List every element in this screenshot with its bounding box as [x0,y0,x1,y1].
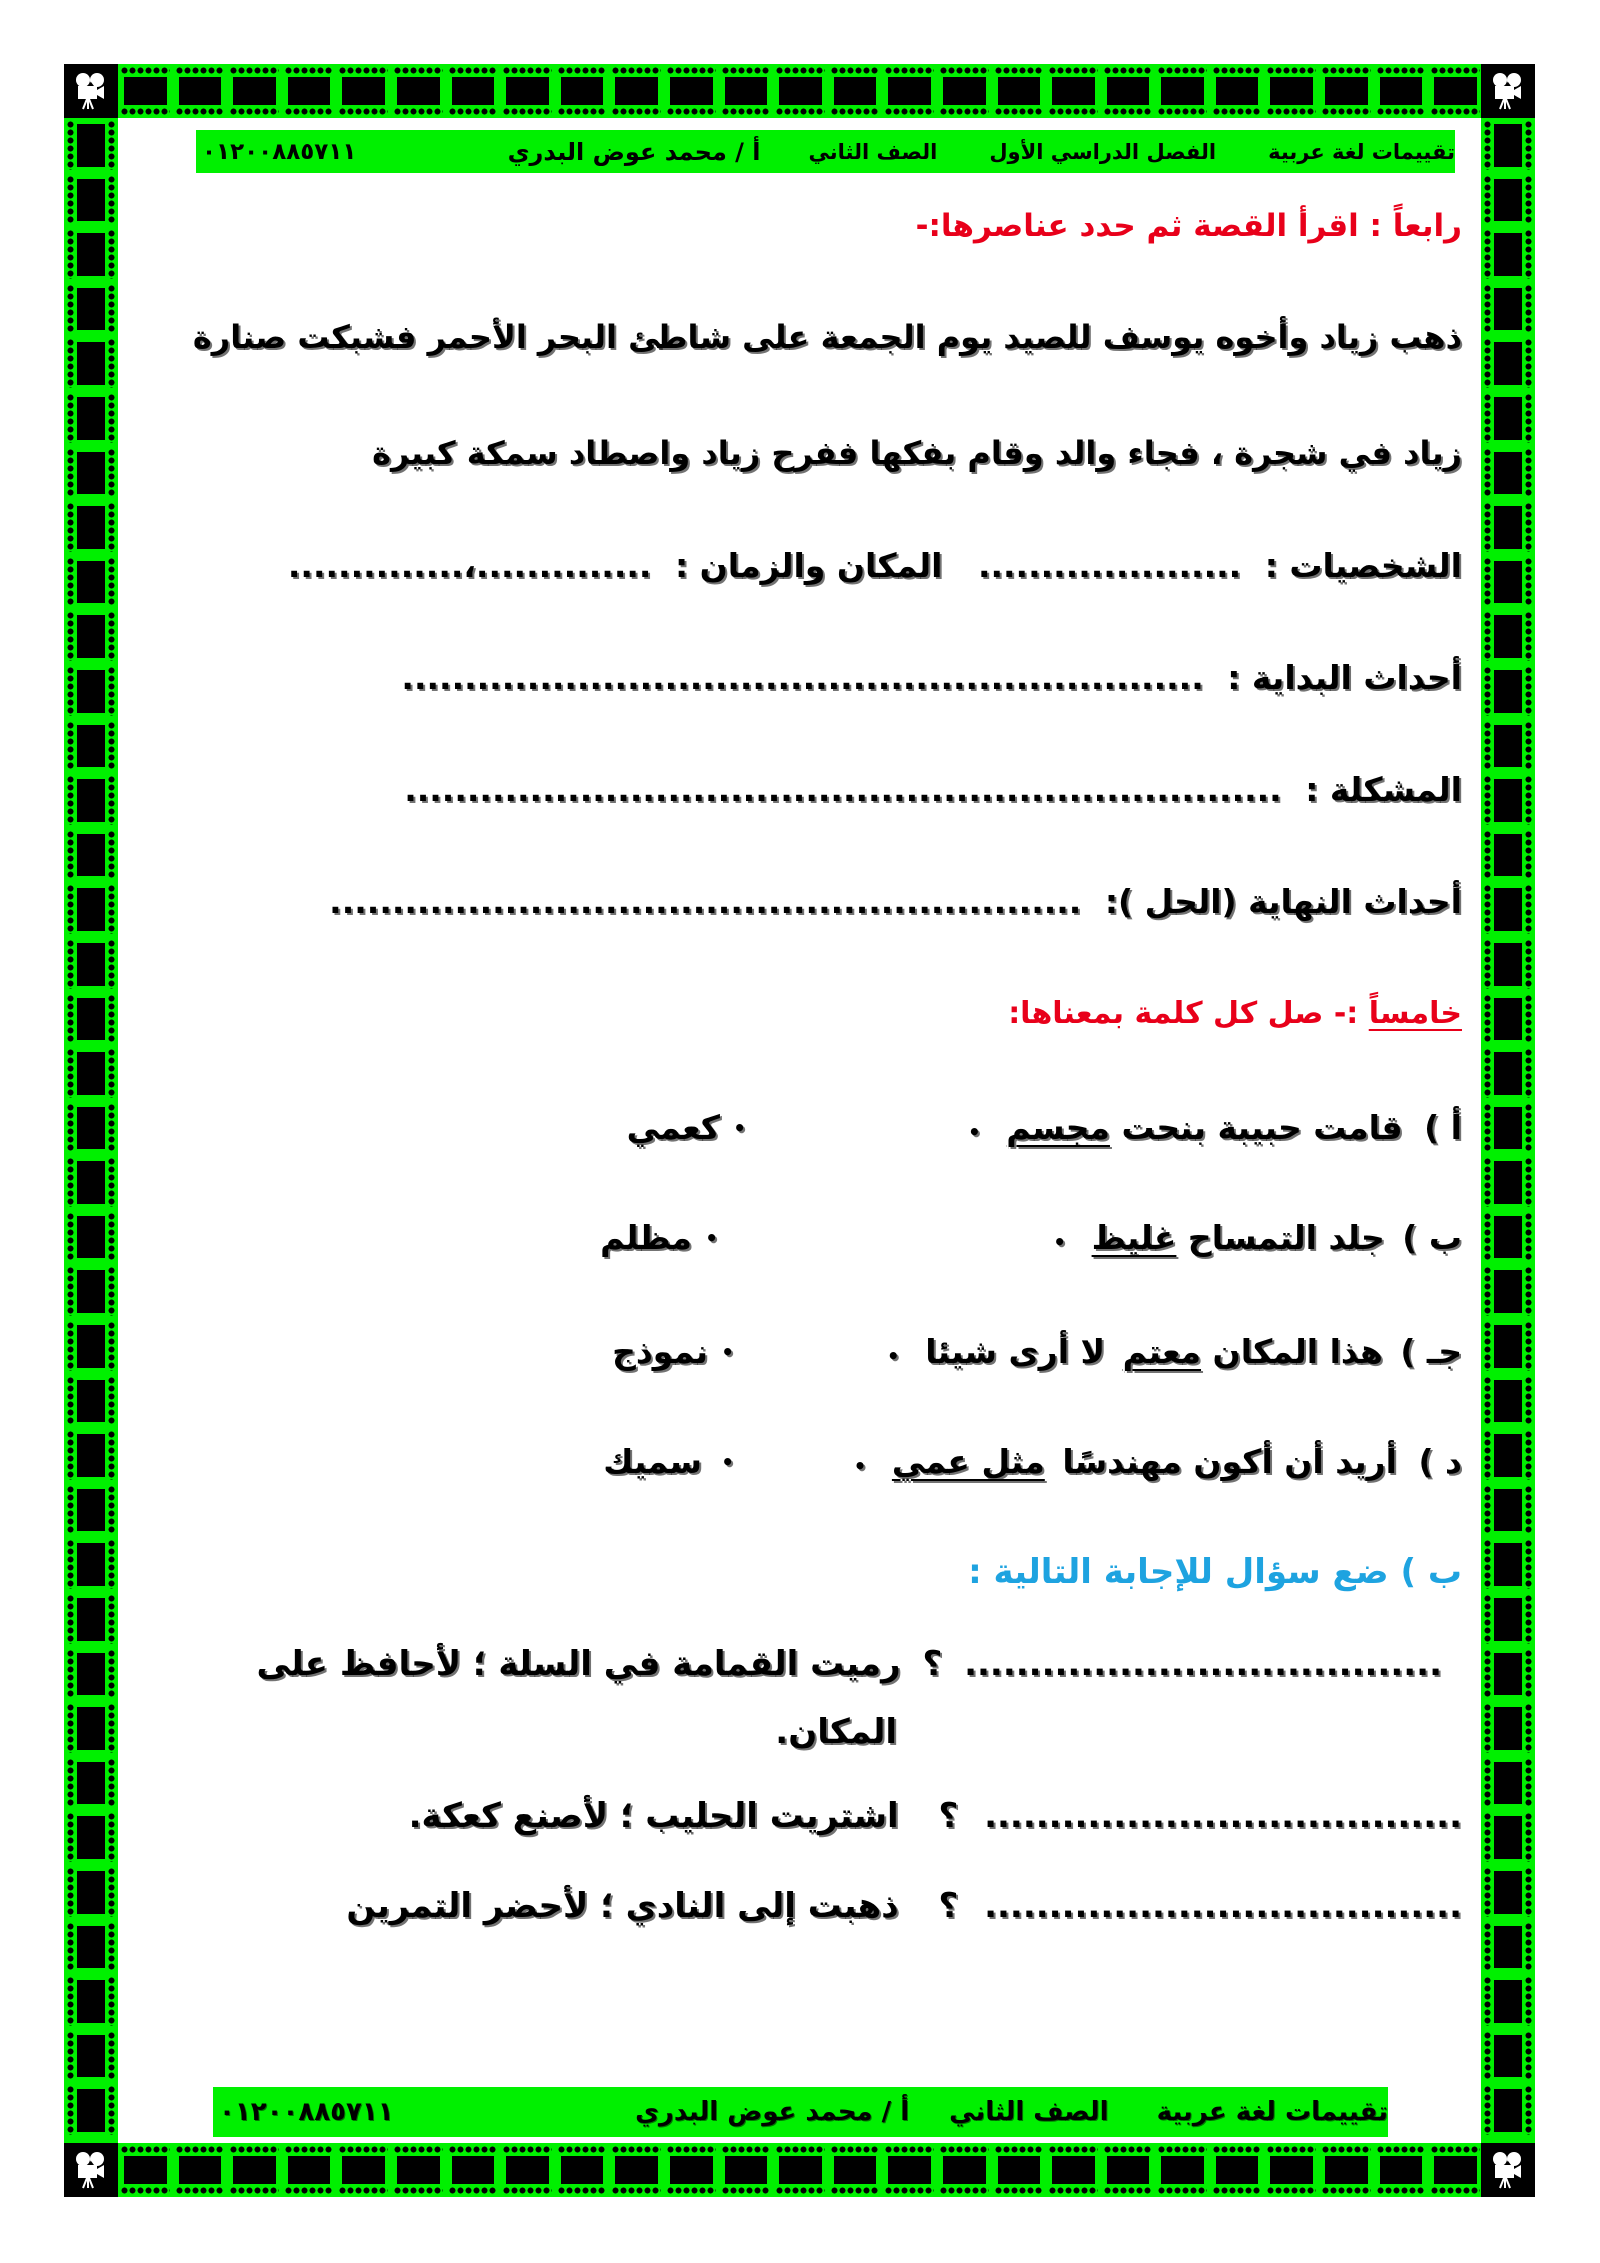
film-frame [1481,1701,1535,1756]
beginning-label: أحداث البداية : [1227,658,1462,697]
ending-row [329,882,1462,921]
film-frame [1481,173,1535,228]
section5-heading-text: :- صل كل كلمة بمعناها: [1008,996,1369,1031]
film-frame [64,1865,118,1920]
film-frame [1481,282,1535,337]
question-mark: ؟ [938,1796,959,1836]
beginning-row [401,658,1462,697]
film-frame [64,1483,118,1538]
header-grade: الصف الثاني [808,139,938,164]
match-target-word: مثل عمي [891,1442,1045,1481]
film-frame [1481,336,1535,391]
match-meaning: كعمي [626,1108,720,1147]
film-frame [64,555,118,610]
film-frame [64,1046,118,1101]
corner-bottom-left [64,2143,118,2197]
corner-bottom-right [1481,2143,1535,2197]
question-row-1 [256,1644,1442,1684]
match-letter: جـ ) [1400,1332,1462,1371]
film-frame [1481,555,1535,610]
film-frame [64,500,118,555]
film-frame [1481,1155,1535,1210]
match-dot-left[interactable]: • [1053,1230,1067,1254]
film-frame [64,609,118,664]
film-frame [1481,1974,1535,2029]
match-dot-left[interactable]: • [853,1454,867,1478]
film-frame [1481,1592,1535,1647]
film-frame [64,1101,118,1156]
film-frame [1481,2083,1535,2138]
question-mark: ؟ [922,1644,943,1684]
film-frame [1481,1810,1535,1865]
film-border-right [1481,118,1535,2143]
film-frame [1481,882,1535,937]
section4-heading: رابعاً : اقرأ القصة ثم حدد عناصرها:- [915,208,1462,244]
header-term: الفصل الدراسي الأول [989,139,1217,164]
header-teacher: أ / محمد عوض البدري [507,137,761,166]
match-sentence-end: لا أرى شيئا [925,1332,1106,1371]
match-target-word: غليظ [1091,1218,1177,1257]
given-answer: ذهبت إلى النادي ؛ لأحضر التمرين [346,1886,899,1926]
match-meaning: نموذج [612,1332,708,1371]
film-frame [1481,1428,1535,1483]
match-row-a [160,1108,1462,1147]
question-answer-blank[interactable]: ..................................... [964,1644,1442,1684]
question-row-1-cont: المكان. [775,1712,897,1752]
match-dot-left[interactable]: • [886,1344,900,1368]
film-frame [64,446,118,501]
film-frame [64,992,118,1047]
film-frame [64,2083,118,2138]
match-meaning: مظلم [600,1218,692,1257]
film-frame [1481,1647,1535,1702]
header-title: تقييمات لغة عربية [1268,139,1455,164]
film-frame [1481,1920,1535,1975]
characters-label: الشخصيات : [1264,546,1462,585]
match-sentence: أريد أن أكون مهندسًا [1062,1442,1397,1481]
film-frame [1481,719,1535,774]
film-frame [64,1810,118,1865]
film-frame [1481,1046,1535,1101]
film-frame [1481,937,1535,992]
section-b-heading: ب ) ضع سؤال للإجابة التالية : [968,1552,1462,1592]
match-row-c [160,1332,1462,1371]
film-frame [1481,1537,1535,1592]
ending-label: أحداث النهاية (الحل ): [1104,882,1462,921]
movie-camera-icon [73,71,109,111]
footer-teacher: أ / محمد عوض البدري [635,2097,910,2127]
film-frame [64,882,118,937]
film-frame [64,664,118,719]
match-letter: ب ) [1402,1218,1462,1257]
corner-top-left [64,64,118,118]
section5-heading-number: خامساً [1368,996,1462,1031]
question-answer-blank[interactable]: ..................................... [984,1796,1462,1836]
film-frame [64,227,118,282]
film-frame [1481,446,1535,501]
film-frame [1481,664,1535,719]
film-frame [64,118,118,173]
match-dot-right[interactable]: • [721,1340,734,1364]
footer-band [213,2087,1388,2137]
corner-top-right [1481,64,1535,118]
match-letter: أ ) [1424,1108,1462,1147]
film-frame [64,1319,118,1374]
film-frame [64,1974,118,2029]
question-row-3 [346,1886,1462,1926]
problem-row [404,770,1462,809]
film-frame [64,1374,118,1429]
match-letter: د ) [1418,1442,1462,1481]
film-frame [1481,391,1535,446]
match-dot-left[interactable]: • [967,1120,981,1144]
worksheet-body [160,0,1462,2263]
problem-answer-blank[interactable]: ...................................................................... [404,770,1282,809]
footer-phone: ٠١٢٠٠٨٨٥٧١١ [219,2097,394,2127]
ending-answer-blank[interactable]: ............................................................ [329,882,1082,921]
film-border-left [64,118,118,2143]
film-frame [64,1592,118,1647]
film-frame [1481,1264,1535,1319]
given-answer: رميت القمامة في السلة ؛ لأحافظ على [256,1644,901,1684]
film-frame [64,336,118,391]
match-target-word: مجسم [1006,1108,1110,1147]
given-answer: اشتريت الحليب ؛ لأصنع كعكة. [408,1796,899,1836]
film-frame [64,1210,118,1265]
match-row-b [160,1218,1462,1257]
film-frame [1481,1374,1535,1429]
match-dot-right[interactable]: • [733,1116,746,1140]
film-frame [64,1701,118,1756]
question-row-2 [409,1796,1462,1836]
movie-camera-icon [73,2150,109,2190]
story-line-1: ذهب زياد وأخوه يوسف للصيد يوم الجمعة على شاطئ البحر الأحمر فشبكت صنارة [192,318,1462,356]
film-frame [1481,1319,1535,1374]
match-dot-right[interactable]: • [721,1450,734,1474]
film-frame [64,1920,118,1975]
place-time-label: المكان والزمان : [674,546,943,585]
film-frame [64,773,118,828]
film-frame [64,719,118,774]
film-frame [64,1647,118,1702]
film-frame [64,282,118,337]
film-frame [64,1155,118,1210]
film-frame [1481,1483,1535,1538]
film-frame [64,937,118,992]
movie-camera-icon [1490,2150,1526,2190]
film-frame [64,2029,118,2084]
header-phone: ٠١٢٠٠٨٨٥٧١١ [202,138,357,165]
match-sentence: قامت حبيبة بنحت [1121,1108,1403,1147]
film-frame [1481,227,1535,282]
film-frame [1481,500,1535,555]
film-frame [64,1537,118,1592]
film-frame [1481,773,1535,828]
beginning-answer-blank[interactable]: ................................................................ [401,658,1204,697]
question-mark: ؟ [938,1886,959,1926]
film-frame [64,1428,118,1483]
footer-title: تقييمات لغة عربية [1156,2097,1388,2127]
match-sentence: جلد التمساح [1187,1218,1385,1257]
film-frame [1481,1101,1535,1156]
film-frame [1481,609,1535,664]
question-answer-blank[interactable]: ..................................... [984,1886,1462,1926]
film-frame [64,1756,118,1811]
characters-row [250,546,1462,585]
match-row-d [160,1442,1462,1481]
section5-heading [1008,996,1462,1031]
film-frame [64,828,118,883]
problem-label: المشكلة : [1305,770,1462,809]
story-line-2: زياد في شجرة ، فجاء والد وقام بفكها ففرح زياد واصطاد سمكة كبيرة [372,434,1462,472]
match-sentence: هذا المكان [1212,1332,1383,1371]
film-frame [1481,1210,1535,1265]
match-dot-right[interactable]: • [705,1226,718,1250]
match-target-word: معتم [1122,1332,1202,1371]
film-frame [64,173,118,228]
characters-answer-blank[interactable]: ..................... [977,546,1242,585]
film-frame [1481,2029,1535,2084]
film-frame [1481,1865,1535,1920]
film-frame [64,1264,118,1319]
film-frame [1481,828,1535,883]
movie-camera-icon [1490,71,1526,111]
film-frame [1481,118,1535,173]
match-meaning: سميك [603,1442,702,1481]
footer-grade: الصف الثاني [949,2097,1109,2127]
film-frame [1481,1756,1535,1811]
film-frame [1481,992,1535,1047]
film-frame [64,391,118,446]
place-time-answer-blank[interactable]: ..............،.............. [287,546,652,585]
